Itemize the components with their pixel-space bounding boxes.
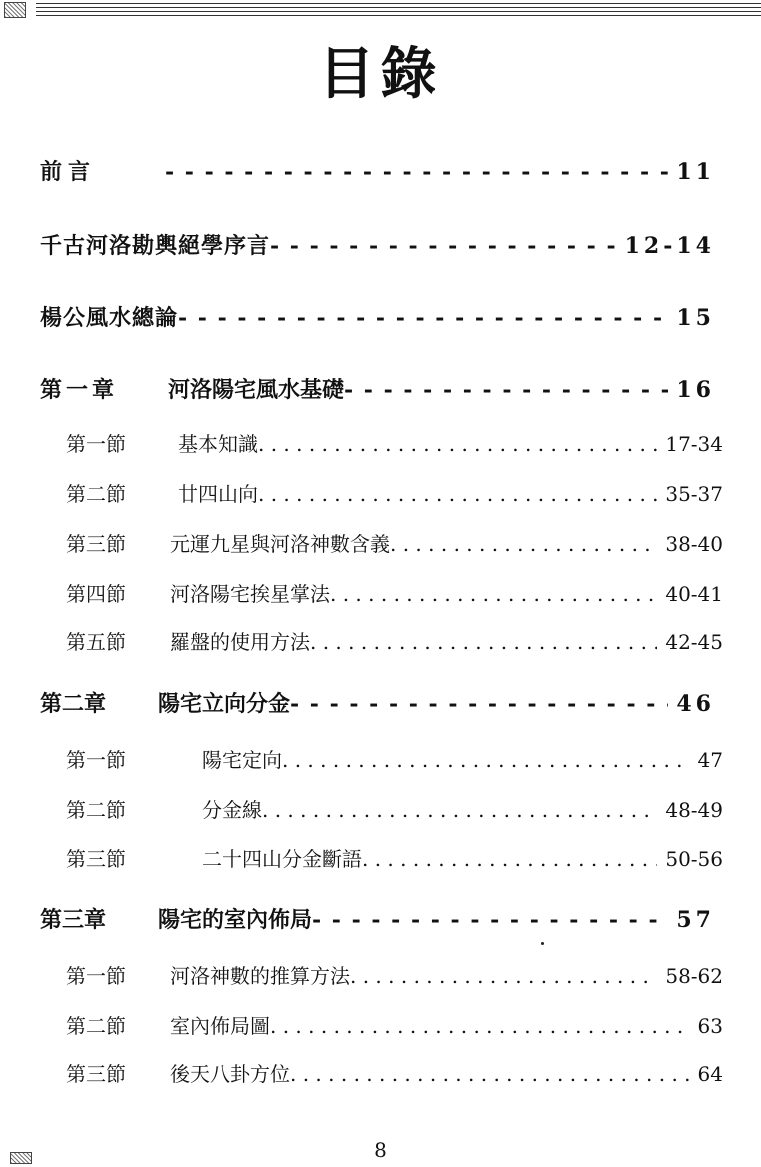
toc-section-label: 第三節 <box>66 847 126 871</box>
toc-section-label: 第一節 <box>66 432 126 456</box>
toc-entry-title: 陽宅定向 <box>202 748 282 772</box>
toc-entry-overview <box>40 301 715 332</box>
toc-entry-title: 河洛陽宅風水基礎 <box>168 377 345 403</box>
toc-section-label: 第二節 <box>66 482 126 506</box>
toc-entry-preface <box>40 155 715 186</box>
toc-leader <box>390 532 657 556</box>
toc-leader <box>344 377 668 403</box>
toc-entry-title: 楊公風水總論 <box>40 305 179 331</box>
toc-entry-title: 基本知識 <box>178 432 258 456</box>
page-title: 目錄 <box>318 41 443 107</box>
toc-page-ref: 38-40 <box>665 532 723 556</box>
toc-entry-title: 千古河洛勘輿絕學序言 <box>40 233 271 259</box>
toc-leader <box>330 582 657 606</box>
toc-page-ref: 17-34 <box>665 432 723 456</box>
toc-entry-foreword <box>40 229 715 260</box>
toc-entry-title: 廿四山向 <box>178 482 258 506</box>
toc-section <box>66 794 723 823</box>
toc-section-label: 第五節 <box>66 630 126 654</box>
toc-leader <box>258 482 657 506</box>
toc-section <box>66 1058 723 1087</box>
toc-leader <box>362 847 657 871</box>
toc-chapter-3 <box>40 903 715 934</box>
toc-section-label: 第三節 <box>66 532 126 556</box>
toc-entry-title: 二十四山分金斷語 <box>202 847 362 871</box>
toc-page-ref: 35-37 <box>665 482 723 506</box>
toc-section <box>66 478 723 507</box>
toc-leader <box>165 159 668 185</box>
toc-page-ref: 11 <box>676 159 715 185</box>
toc-chapter-2 <box>40 687 715 718</box>
toc-chapter-label: 第一章 <box>40 377 119 403</box>
toc-entry-title: 元運九星與河洛神數含義 <box>170 532 390 556</box>
toc-chapter-label: 第二章 <box>40 691 107 717</box>
toc-section <box>66 578 723 607</box>
toc-entry-title: 室內佈局圖 <box>170 1014 270 1038</box>
toc-page-ref: 64 <box>697 1062 723 1086</box>
toc-page-ref: 42-45 <box>665 630 723 654</box>
toc-section <box>66 843 723 872</box>
top-rule <box>36 3 761 17</box>
toc-section-label: 第二節 <box>66 798 126 822</box>
toc-leader <box>290 691 668 717</box>
corner-scan-mark-top <box>4 2 26 18</box>
toc-page-ref: 48-49 <box>665 798 723 822</box>
toc-entry-title: 陽宅立向分金 <box>158 691 291 717</box>
toc-page-ref: 16 <box>676 377 715 403</box>
toc-chapter-1 <box>40 373 715 404</box>
toc-page-ref: 40-41 <box>665 582 723 606</box>
toc-leader <box>178 305 668 331</box>
toc-entry-title: 後天八卦方位 <box>170 1062 290 1086</box>
toc-page-ref: 47 <box>697 748 723 772</box>
toc-entry-title: 河洛神數的推算方法 <box>170 964 350 988</box>
toc-page-ref: 46 <box>676 691 715 717</box>
toc-leader <box>270 1014 690 1038</box>
toc-entry-title: 河洛陽宅挨星掌法 <box>170 582 330 606</box>
toc-section <box>66 428 723 457</box>
toc-leader <box>310 630 657 654</box>
toc-section <box>66 1010 723 1039</box>
toc-section <box>66 626 723 655</box>
page-number: 8 <box>374 1138 387 1162</box>
toc-leader <box>312 907 668 933</box>
toc-section <box>66 744 723 773</box>
toc-page-ref: 15 <box>676 305 715 331</box>
toc-leader <box>270 233 617 259</box>
toc-page-ref: 57 <box>676 907 715 933</box>
toc-section-label: 第一節 <box>66 748 126 772</box>
toc-leader <box>350 964 657 988</box>
scan-speck <box>541 942 544 945</box>
toc-leader <box>262 798 657 822</box>
toc-section <box>66 960 723 989</box>
toc-chapter-label: 第三章 <box>40 907 107 933</box>
toc-leader <box>290 1062 690 1086</box>
toc-page-ref: 12-14 <box>624 233 715 259</box>
toc-entry-title: 前言 <box>40 159 97 185</box>
toc-leader <box>282 748 690 772</box>
toc-section <box>66 528 723 557</box>
toc-section-label: 第三節 <box>66 1062 126 1086</box>
toc-section-label: 第二節 <box>66 1014 126 1038</box>
toc-entry-title: 陽宅的室內佈局 <box>158 907 313 933</box>
toc-page-ref: 58-62 <box>665 964 723 988</box>
toc-section-label: 第一節 <box>66 964 126 988</box>
toc-page-ref: 50-56 <box>665 847 723 871</box>
toc-entry-title: 羅盤的使用方法 <box>170 630 310 654</box>
toc-leader <box>258 432 657 456</box>
toc-section-label: 第四節 <box>66 582 126 606</box>
toc-page-ref: 63 <box>697 1014 723 1038</box>
toc-entry-title: 分金線 <box>202 798 262 822</box>
